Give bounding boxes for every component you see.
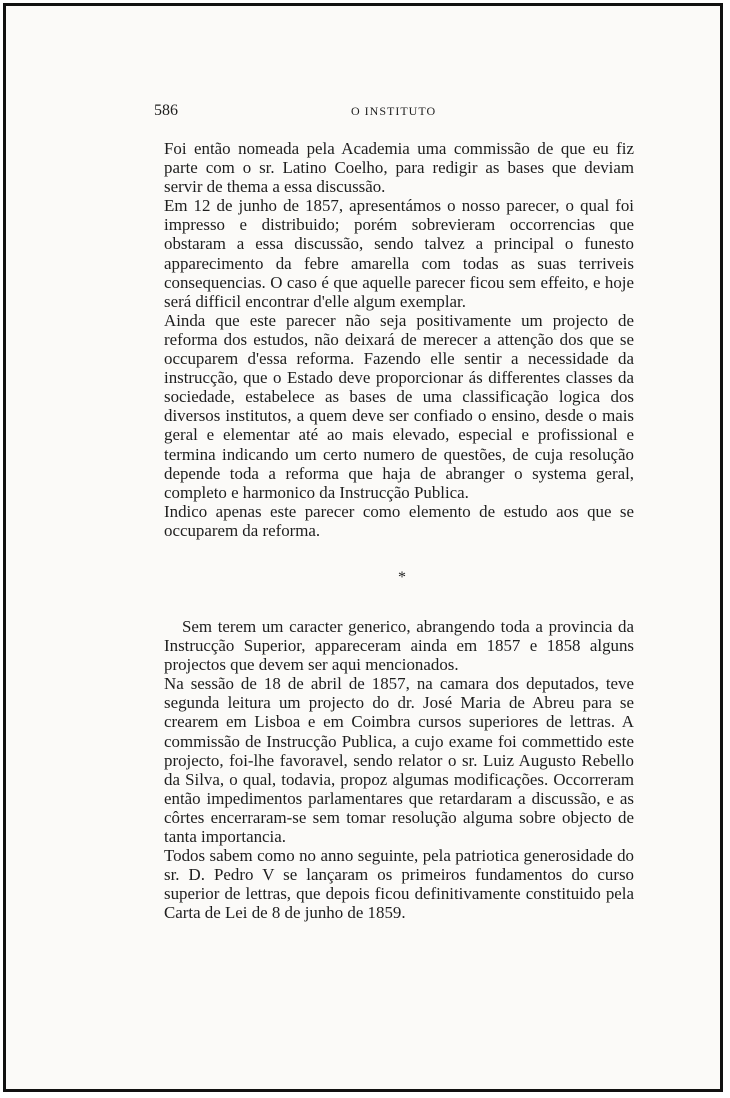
paragraph-3: Ainda que este parecer não seja positivamente um projecto de reforma dos estudos, não deixará de merecer a attenção dos que se occuparem d'essa reforma. Fazendo elle sentir a necessidade da instrucção, que o Estado deve proporcionar ás differentes classes da sociedade, estabelece as bases de uma classificação logica dos diversos institutos, a quem deve ser confiado o ensino, desde o mais geral e elementar até ao mais elevado, especial e profissional e termina indicando um certo numero de questões, de cuja resolução depende toda a reforma que haja de abranger o systema geral, completo e harmonico da Instrucção Publica. [164, 310, 634, 502]
running-title: O INSTITUTO [351, 104, 437, 118]
paragraph-6: Na sessão de 18 de abril de 1857, na camara dos deputados, teve segunda leitura um projecto do dr. José Maria de Abreu para se crearem em Lisboa e em Coimbra cursos superiores de lettras. A commissão de Instrucção Publica, a cujo exame foi commettido este projecto, foi-lhe favoravel, sendo relator o sr. Luiz Augusto Rebello da Silva, o qual, todavia, propoz algumas modificações. Occorreram então impedimentos parlamentares que retardaram a discussão, e as côrtes encerraram-se sem tomar resolução alguma sobre objecto de tanta importancia. [164, 674, 634, 846]
paragraph-7: Todos sabem como no anno seguinte, pela patriotica generosidade do sr. D. Pedro V se lançaram os primeiros fundamentos do curso superior de lettras, que depois ficou definitivamente constituido pela Carta de Lei de 8 de junho de 1859. [164, 846, 634, 923]
section-separator: * [398, 568, 406, 586]
page-number: 586 [154, 102, 178, 119]
paragraph-1: Foi então nomeada pela Academia uma commissão de que eu fiz parte com o sr. Latino Coelho, para redigir as bases que deviam servir de thema a essa discussão. [164, 139, 634, 197]
page-header [154, 101, 634, 121]
paragraph-5: Sem terem um caracter generico, abrangendo toda a provincia da Instrucção Superior, appareceram ainda em 1857 e 1858 alguns projectos que devem ser aqui mencionados. [164, 616, 634, 675]
book-page [3, 3, 723, 1092]
paragraph-4: Indico apenas este parecer como elemento de estudo aos que se occuparem da reforma. [164, 501, 634, 540]
body-text [164, 139, 634, 922]
paragraph-2: Em 12 de junho de 1857, apresentámos o nosso parecer, o qual foi impresso e distribuido; porém sobrevieram occorrencias que obstaram a essa discussão, sendo talvez a principal o funesto apparecimento da febre amarella com todas as suas terriveis consequencias. O caso é que aquelle parecer ficou sem effeito, e hoje será difficil encontrar d'elle algum exemplar. [164, 196, 634, 311]
